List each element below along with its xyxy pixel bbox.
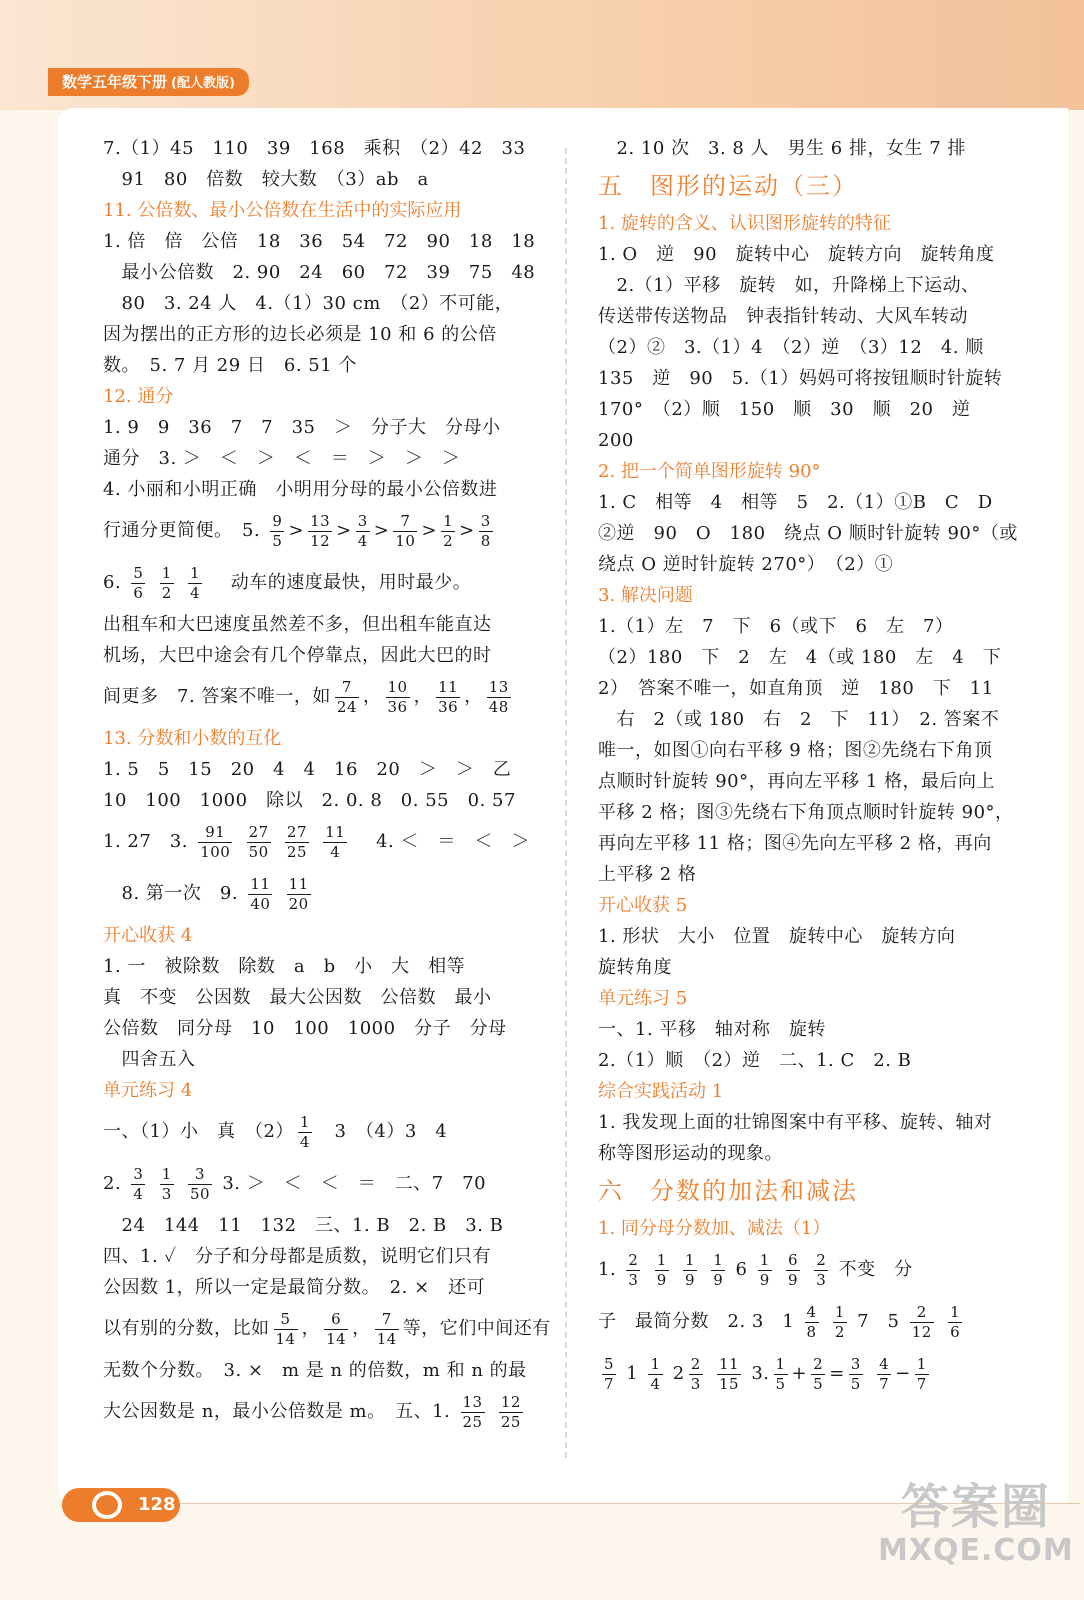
- denominator: 36: [387, 697, 408, 716]
- text: 等，它们中间还有: [402, 1318, 551, 1339]
- numerator: 7: [393, 514, 417, 532]
- answer-line: 再向左平移 11 格；图④先向左平移 2 格，再向: [598, 833, 992, 854]
- answer-line: 2） 答案不唯一，如直角顶 逆 180 下 11: [598, 678, 994, 699]
- numerator: 11: [325, 822, 346, 841]
- answer-line-fractions: [103, 671, 543, 723]
- fraction: [188, 563, 202, 602]
- answer-line: 四、1. ✓ 分子和分母都是质数，说明它们只有: [103, 1246, 492, 1267]
- comma: ，: [352, 1318, 371, 1339]
- fraction: [786, 1250, 800, 1289]
- text: 一、（1）小 真 （2）: [103, 1121, 294, 1142]
- numerator: 2: [813, 1354, 824, 1373]
- answer-line-fractions: [598, 1348, 1038, 1400]
- denominator: 25: [462, 1412, 483, 1431]
- denominator: 25: [500, 1412, 521, 1431]
- numerator: 1: [684, 1250, 696, 1269]
- fraction: [626, 1250, 640, 1289]
- numerator: 1: [759, 1250, 770, 1269]
- numerator: 6: [324, 1312, 348, 1330]
- section-heading-unit-practice-5: 单元练习 5: [598, 988, 688, 1009]
- section-heading-unit-practice-4: 单元练习 4: [103, 1080, 193, 1101]
- section-heading-11: 11. 公倍数、最小公倍数在生活中的实际应用: [103, 200, 462, 221]
- section-heading-happy-harvest-4: 开心收获 4: [103, 925, 193, 946]
- comma: ，: [363, 686, 382, 707]
- numerator: 3: [480, 511, 491, 530]
- fraction: [248, 874, 272, 913]
- answer-line: 出租车和大巴速度虽然差不多，但出租车能直达: [103, 614, 492, 635]
- denominator: 2: [161, 583, 172, 602]
- fraction: [910, 1302, 934, 1341]
- fraction: [274, 1309, 298, 1348]
- numerator: 1: [650, 1354, 661, 1373]
- numerator: 1: [916, 1354, 927, 1373]
- answer-line: 右 2（或 180 右 2 下 11） 2. 答案不: [598, 709, 1000, 730]
- numerator: 11: [250, 874, 271, 893]
- text: 8. 第一次 9.: [103, 883, 239, 904]
- denominator: 7: [916, 1374, 927, 1393]
- denominator: 36: [438, 697, 459, 716]
- plus-sign: +: [791, 1363, 808, 1384]
- answer-line-fractions: [103, 868, 543, 920]
- watermark: [878, 1480, 1074, 1568]
- numerator: 1: [189, 563, 201, 582]
- denominator: 3: [690, 1374, 701, 1393]
- answer-line-fractions: [598, 1244, 1038, 1296]
- answer-line: 1. 5 5 15 20 4 4 16 20 ＞ ＞ 乙: [103, 759, 512, 780]
- numerator: 1: [161, 563, 172, 582]
- denominator: 50: [248, 842, 269, 861]
- fraction: [499, 1392, 523, 1431]
- denominator: 2: [443, 531, 454, 550]
- book-edition: (配人教版): [171, 76, 235, 91]
- denominator: 9: [656, 1270, 667, 1289]
- book-title: 数学五年级下册: [62, 73, 168, 91]
- text: 3 （4）3 4: [315, 1121, 448, 1142]
- denominator: 20: [288, 894, 309, 913]
- answer-line: 通分 3. ＞ ＜ ＞ ＜ ＝ ＞ ＞ ＞: [103, 448, 461, 469]
- fraction: [298, 1112, 312, 1151]
- answer-line-fractions: [103, 1106, 543, 1158]
- answer-line-fractions: [598, 1296, 1038, 1348]
- denominator: 4: [133, 1184, 144, 1203]
- numerator: 11: [438, 677, 459, 696]
- answer-line: 2.（1）平移 旋转 如，升降梯上下运动、: [598, 275, 980, 296]
- numerator: 3: [357, 511, 368, 530]
- numerator: 1: [713, 1250, 724, 1269]
- denominator: 10: [395, 531, 416, 550]
- text: 动车的速度最快，用时最少。: [212, 572, 472, 593]
- denominator: 100: [200, 842, 231, 861]
- answer-line: （2）② 3.（1）4 （2）逆 （3）12 4. 顺: [598, 337, 984, 358]
- denominator: 4: [330, 842, 341, 861]
- section-heading-rotation-1: 1. 旋转的含义、认识图形旋转的特征: [598, 213, 891, 234]
- answer-line: （2）180 下 2 左 4（或 180 左 4 下: [598, 647, 1002, 668]
- chapter-heading-6: 六 分数的加法和减法: [598, 1177, 858, 1205]
- numerator: 11: [288, 874, 309, 893]
- fraction: [287, 874, 311, 913]
- answer-line: 4. 小丽和小明正确 小明用分母的最小公倍数进: [103, 479, 498, 500]
- text: 7 5: [857, 1311, 900, 1332]
- answer-line: 1. 一 被除数 除数 a b 小 大 相等: [103, 956, 466, 977]
- denominator: 24: [336, 697, 357, 716]
- fraction: [285, 822, 309, 861]
- numerator: 2: [628, 1250, 639, 1269]
- fraction: [833, 1302, 847, 1341]
- fraction: [805, 1302, 819, 1341]
- answer-line: 最小公倍数 2. 90 24 60 72 39 75 48: [103, 262, 536, 283]
- section-heading-12: 12. 通分: [103, 386, 174, 407]
- fraction: [814, 1250, 828, 1289]
- numerator: 27: [286, 822, 308, 841]
- numerator: 10: [387, 677, 408, 696]
- fraction: [198, 822, 232, 861]
- text: 6.: [103, 572, 122, 593]
- fraction: [308, 511, 332, 550]
- numerator: 27: [248, 822, 269, 841]
- minus-sign: −: [895, 1363, 911, 1384]
- answer-line: 公倍数 同分母 10 100 1000 分子 分母: [103, 1018, 507, 1039]
- answer-line: 1.（1）左 7 下 6（或下 6 左 7）: [598, 616, 954, 637]
- answer-line: 200: [598, 430, 634, 451]
- fraction: [160, 563, 174, 602]
- fraction: [602, 1354, 616, 1393]
- comma: ，: [464, 686, 483, 707]
- answer-line: 数。 5. 7 月 29 日 6. 51 个: [103, 355, 357, 376]
- numerator: 1: [299, 1112, 310, 1131]
- fraction: [811, 1354, 825, 1393]
- numerator: 2: [690, 1354, 701, 1373]
- text: 1.: [598, 1259, 617, 1280]
- section-heading-13: 13. 分数和小数的互化: [103, 728, 282, 749]
- answer-line-fractions: [103, 505, 543, 557]
- fraction: [393, 511, 417, 550]
- numerator: 5: [604, 1354, 615, 1373]
- denominator: 5: [813, 1374, 824, 1393]
- denominator: 48: [488, 697, 509, 716]
- text: 2.: [103, 1173, 122, 1194]
- answer-line-fractions: [103, 557, 543, 609]
- fraction: [335, 677, 359, 716]
- denominator: 6: [133, 583, 144, 602]
- denominator: 4: [357, 531, 368, 550]
- numerator: 3: [133, 1164, 144, 1183]
- numerator: 12: [500, 1392, 521, 1411]
- fraction: [323, 822, 347, 861]
- numerator: 5: [133, 563, 144, 582]
- numerator: 2: [910, 1305, 934, 1323]
- denominator: 5: [850, 1374, 861, 1393]
- fraction: [356, 511, 370, 550]
- text: 行通分更简便。 5.: [103, 520, 261, 541]
- fraction: [479, 511, 493, 550]
- fraction: [948, 1302, 962, 1341]
- numerator: 3: [850, 1354, 861, 1373]
- answer-line: 1. 我发现上面的壮锦图案中有平移、旋转、轴对: [598, 1112, 993, 1133]
- fraction: [375, 1309, 399, 1348]
- numerator: 1: [161, 1164, 172, 1183]
- fraction: [386, 677, 410, 716]
- answer-line: 1. C 相等 4 相等 5 2.（1）①B C D: [598, 492, 993, 513]
- numerator: 11: [718, 1354, 740, 1373]
- answer-line: 绕点 O 逆时针旋转 270°） （2）①: [598, 554, 894, 575]
- numerator: 1: [775, 1354, 786, 1373]
- fraction: [717, 1354, 741, 1393]
- numerator: 7: [375, 1312, 399, 1330]
- text: 间更多 7. 答案不唯一，如: [103, 686, 331, 707]
- numerator: 13: [310, 511, 331, 530]
- denominator: 3: [816, 1270, 827, 1289]
- fraction: [915, 1354, 929, 1393]
- numerator: 5: [274, 1312, 298, 1330]
- section-heading-practice-activity-1: 综合实践活动 1: [598, 1081, 724, 1102]
- fraction: [648, 1354, 662, 1393]
- fraction: [270, 511, 284, 550]
- answer-line-fractions: [103, 1303, 551, 1355]
- text: 以有别的分数，比如: [103, 1318, 270, 1339]
- text: 3.: [751, 1363, 770, 1384]
- greater-than: >: [373, 520, 390, 541]
- answer-line: 因为摆出的正方形的边长必须是 10 和 6 的公倍: [103, 324, 497, 345]
- denominator: 2: [834, 1322, 845, 1341]
- answer-line: 旋转角度: [598, 957, 672, 978]
- answer-line: 机场，大巴中途会有几个停靠点，因此大巴的时: [103, 645, 492, 666]
- answer-line: 上平移 2 格: [598, 864, 697, 885]
- answer-line: 170° （2）顺 150 顺 30 顺 20 逆: [598, 399, 971, 420]
- fraction: [877, 1354, 891, 1393]
- denominator: 5: [775, 1374, 786, 1393]
- greater-than: >: [336, 520, 352, 541]
- answer-line: 1. O 逆 90 旋转中心 旋转方向 旋转角度: [598, 244, 995, 265]
- fraction: [131, 1164, 145, 1203]
- denominator: 5: [272, 531, 283, 550]
- answer-line: 7.（1）45 110 39 168 乘积 （2）42 33: [103, 138, 526, 159]
- watermark-text: 答案圈: [900, 1479, 1051, 1535]
- text: 1: [626, 1363, 639, 1384]
- fraction: [160, 1164, 174, 1203]
- denominator: 9: [759, 1270, 770, 1289]
- denominator: 4: [189, 583, 201, 602]
- chapter-heading-5: 五 图形的运动（三）: [598, 172, 858, 200]
- numerator: 1: [656, 1250, 667, 1269]
- denominator: 12: [911, 1322, 932, 1341]
- greater-than: >: [459, 520, 475, 541]
- fraction: [655, 1250, 669, 1289]
- numerator: 4: [806, 1302, 817, 1321]
- answer-line: 真 不变 公因数 最大公因数 公倍数 最小: [103, 987, 492, 1008]
- numerator: 1: [443, 511, 454, 530]
- denominator: 9: [684, 1270, 696, 1289]
- answer-line: 10 100 1000 除以 2. 0. 8 0. 55 0. 57: [103, 790, 516, 811]
- answer-line: 唯一，如图①向右平移 9 格；图②先绕右下角顶: [598, 740, 993, 761]
- denominator: 15: [718, 1374, 740, 1393]
- text: 大公因数是 n，最小公倍数是 m。 五、1.: [103, 1401, 451, 1422]
- section-heading-fraction-add-subtract: 1. 同分母分数加、减法（1）: [598, 1218, 831, 1239]
- denominator: 14: [326, 1329, 347, 1348]
- denominator: 14: [275, 1329, 296, 1348]
- answer-line: 91 80 倍数 较大数 （3）ab a: [103, 169, 429, 190]
- greater-than: >: [288, 520, 305, 541]
- fraction: [758, 1250, 772, 1289]
- answer-line: 公因数 1，所以一定是最简分数。 2. × 还可: [103, 1277, 486, 1298]
- denominator: 8: [480, 531, 491, 550]
- denominator: 9: [713, 1270, 724, 1289]
- denominator: 40: [250, 894, 271, 913]
- numerator: 4: [879, 1354, 890, 1373]
- left-column: [103, 133, 551, 1438]
- denominator: 6: [950, 1322, 961, 1341]
- fraction: [683, 1250, 697, 1289]
- answer-line: 无数个分数。 3. × m 是 n 的倍数，m 和 n 的最: [103, 1360, 527, 1381]
- fraction: [711, 1250, 725, 1289]
- book-title-tab: [48, 68, 249, 96]
- answer-line: 2. 10 次 3. 8 人 男生 6 排，女生 7 排: [598, 138, 966, 159]
- text: 4. ＜ ＝ ＜ ＞: [357, 831, 530, 852]
- answer-line-fractions: [103, 1386, 543, 1438]
- column-divider: [565, 148, 567, 1458]
- answer-line: 24 144 11 132 三、1. B 2. B 3. B: [103, 1215, 504, 1236]
- numerator: 91: [198, 825, 232, 843]
- answer-line: 传送带传送物品 钟表指针转动、大风车转动: [598, 306, 968, 327]
- numerator: 13: [488, 677, 509, 696]
- denominator: 7: [879, 1374, 890, 1393]
- text: 不变 分: [838, 1259, 913, 1280]
- numerator: 13: [462, 1392, 483, 1411]
- answer-line: 80 3. 24 人 4.（1）30 cm （2）不可能，: [103, 293, 514, 314]
- numerator: 1: [834, 1302, 845, 1321]
- fraction: [247, 822, 271, 861]
- answer-line: 点顺时针旋转 90°，再向左平移 1 格，最后向上: [598, 771, 996, 792]
- denominator: 25: [286, 842, 308, 861]
- greater-than: >: [421, 520, 438, 541]
- fraction: [774, 1354, 788, 1393]
- text: 6: [735, 1259, 748, 1280]
- answer-line: 一、1. 平移 轴对称 旋转: [598, 1019, 826, 1040]
- answer-line: 1. 形状 大小 位置 旋转中心 旋转方向: [598, 926, 956, 947]
- denominator: 8: [806, 1322, 817, 1341]
- denominator: 4: [299, 1132, 310, 1151]
- fraction: [441, 511, 455, 550]
- denominator: 14: [376, 1329, 397, 1348]
- answer-line: 2.（1）顺 （2）逆 二、1. C 2. B: [598, 1050, 912, 1071]
- denominator: 50: [189, 1184, 211, 1203]
- text: 2: [672, 1363, 685, 1384]
- answer-line-fractions: [103, 816, 543, 868]
- comma: ，: [413, 686, 433, 707]
- answer-line: 1. 倍 倍 公倍 18 36 54 72 90 18 18: [103, 231, 536, 252]
- page-number: 128: [138, 1494, 176, 1515]
- denominator: 12: [310, 531, 331, 550]
- denominator: 9: [788, 1270, 799, 1289]
- section-heading-happy-harvest-5: 开心收获 5: [598, 895, 688, 916]
- numerator: 3: [188, 1167, 212, 1185]
- numerator: 6: [788, 1250, 799, 1269]
- fraction: [131, 563, 145, 602]
- answer-line: 四舍五入: [103, 1049, 196, 1070]
- answer-line: 称等图形运动的现象。: [598, 1143, 783, 1164]
- numerator: 7: [335, 680, 359, 698]
- denominator: 4: [650, 1374, 661, 1393]
- fraction: [324, 1309, 348, 1348]
- text: 1. 27 3.: [103, 831, 188, 852]
- fraction: [461, 1392, 485, 1431]
- answer-line: ②逆 90 O 180 绕点 O 顺时针旋转 90°（或: [598, 523, 1018, 544]
- fraction: [849, 1354, 863, 1393]
- fraction: [188, 1164, 212, 1203]
- fraction: [487, 677, 511, 716]
- text: 3. ＞ ＜ ＜ ＝ 二、7 70: [222, 1173, 487, 1194]
- right-column: [598, 133, 1038, 1400]
- answer-line: 135 逆 90 5.（1）妈妈可将按钮顺时针旋转: [598, 368, 1003, 389]
- numerator: 9: [272, 511, 283, 530]
- watermark-url: MXQE.COM: [878, 1533, 1074, 1568]
- text: 子 最简分数 2. 3 1: [598, 1311, 795, 1332]
- numerator: 1: [950, 1302, 961, 1321]
- comma: ，: [301, 1318, 321, 1339]
- ring-icon: [92, 1491, 122, 1519]
- answer-line-fractions: [103, 1158, 543, 1210]
- denominator: 3: [628, 1270, 639, 1289]
- numerator: 2: [816, 1250, 827, 1269]
- equals-sign: =: [829, 1363, 845, 1384]
- answer-line: 1. 9 9 36 7 7 35 ＞ 分子大 分母小: [103, 417, 501, 438]
- fraction: [436, 677, 460, 716]
- fraction: [689, 1354, 703, 1393]
- answer-line: 平移 2 格；图③先绕右下角顶点顺时针旋转 90°，: [598, 802, 1014, 823]
- section-heading-rotation-2: 2. 把一个简单图形旋转 90°: [598, 461, 821, 482]
- denominator: 7: [604, 1374, 615, 1393]
- denominator: 3: [161, 1184, 172, 1203]
- section-heading-problem-solving: 3. 解决问题: [598, 585, 693, 606]
